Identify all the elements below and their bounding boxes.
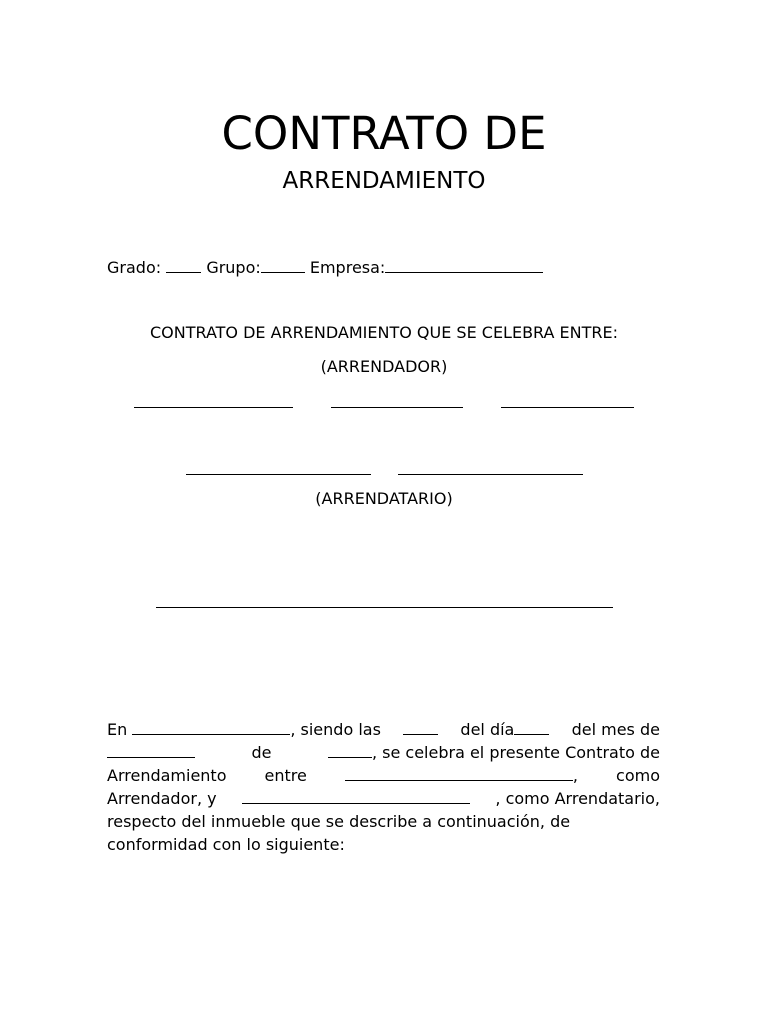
arrendatario-label: (ARRENDATARIO): [315, 489, 453, 508]
paragraph-line: respecto del inmueble que se describe a continuación, de: [107, 812, 571, 831]
arrendador-name-blank: [345, 764, 573, 781]
year-blank: [328, 741, 372, 758]
arrendador-signature-line-3: [501, 407, 634, 408]
document-subtitle: ARRENDAMIENTO: [282, 168, 486, 194]
grado-blank: [166, 256, 201, 273]
arrendador-signature-line-2: [331, 407, 463, 408]
paragraph-line: de , se celebra el presente Contrato de: [107, 741, 660, 764]
empresa-blank: [385, 256, 543, 273]
paragraph-line: conformidad con lo siguiente:: [107, 835, 345, 854]
grupo-label: Grupo:: [206, 258, 261, 277]
arrendatario-name-blank: [242, 787, 470, 804]
grado-label: Grado:: [107, 258, 162, 277]
header-fields: [107, 256, 543, 279]
hour-blank: [403, 718, 438, 735]
intro-heading: CONTRATO DE ARRENDAMIENTO QUE SE CELEBRA ENTRE:: [149, 323, 619, 342]
contract-paragraph: [107, 718, 660, 856]
day-blank: [514, 718, 549, 735]
arrendador-signature-line-5: [398, 474, 583, 475]
place-blank: [132, 718, 290, 735]
arrendador-label: (ARRENDADOR): [320, 357, 448, 376]
paragraph-line: En , siendo las del día del mes de: [107, 720, 660, 739]
grupo-blank: [261, 256, 305, 273]
arrendatario-signature-line: [156, 607, 613, 608]
arrendador-signature-line-4: [186, 474, 371, 475]
paragraph-line: Arrendador, y , como Arrendatario,: [107, 789, 660, 808]
empresa-label: Empresa:: [309, 258, 386, 277]
document-title: CONTRATO DE: [221, 107, 547, 160]
arrendador-signature-line-1: [134, 407, 293, 408]
paragraph-line: Arrendamiento entre , como: [107, 766, 660, 785]
month-blank: [107, 741, 195, 758]
